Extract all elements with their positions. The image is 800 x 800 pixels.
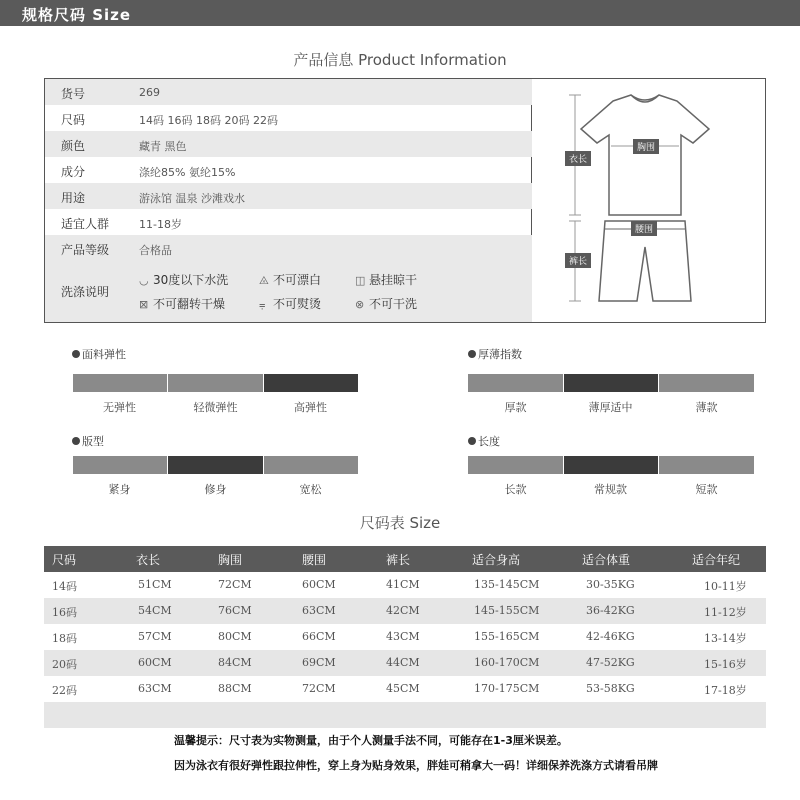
pants-length-tag: 裤长 (565, 253, 591, 268)
bullet-icon (468, 350, 476, 358)
table-cell: 60CM (302, 578, 336, 591)
info-value: 269 (139, 86, 160, 99)
table-cell: 44CM (386, 656, 420, 669)
column-header: 尺码 (52, 553, 77, 567)
table-cell: 42CM (386, 604, 420, 617)
info-value: 14码 16码 18码 20码 22码 (139, 114, 278, 127)
scale-label: 薄款 (695, 401, 718, 414)
column-header: 衣长 (136, 553, 161, 567)
info-key: 产品等级 (61, 243, 110, 257)
scale-label: 常规款 (594, 483, 627, 496)
scale-segment (468, 456, 563, 474)
table-row (44, 676, 766, 702)
panel-title: 版型 (72, 433, 104, 449)
scale-label: 宽松 (299, 483, 322, 496)
wash-key: 洗涤说明 (61, 285, 110, 299)
info-row (45, 183, 532, 209)
bullet-icon (72, 350, 80, 358)
table-cell: 69CM (302, 656, 336, 669)
product-info-box (44, 78, 766, 323)
scale-segment-selected (168, 456, 263, 474)
wash-item: ◫ 悬挂晾干 (355, 273, 418, 287)
info-key: 颜色 (61, 139, 86, 153)
table-cell: 20码 (52, 658, 77, 671)
table-cell: 84CM (218, 656, 252, 669)
table-cell: 18码 (52, 632, 77, 645)
wash-tub-icon: ◡ (139, 274, 149, 287)
column-header: 裤长 (386, 553, 411, 567)
scale-segment-selected (564, 374, 658, 392)
column-header: 适合年纪 (692, 553, 741, 567)
garment-illustration (533, 79, 765, 322)
column-header: 适合身高 (472, 553, 521, 567)
info-key: 用途 (61, 191, 86, 205)
wash-item: ⨻ 不可漂白 (259, 273, 322, 287)
table-cell: 17-18岁 (704, 684, 747, 697)
wash-item: ◡ 30度以下水洗 (139, 273, 229, 287)
column-header: 胸围 (218, 553, 243, 567)
scale-segment (73, 374, 167, 392)
table-cell: 76CM (218, 604, 252, 617)
table-cell: 145-155CM (474, 604, 540, 617)
note-elasticity: 因为泳衣有很好弹性跟拉伸性，穿上身为贴身效果，胖娃可稍拿大一码！详细保养洗涤方式请看吊牌 (174, 759, 658, 772)
garment-diagram (533, 79, 765, 322)
bullet-icon (72, 437, 80, 445)
table-cell: 13-14岁 (704, 632, 747, 645)
table-cell: 45CM (386, 682, 420, 695)
info-value: 藏青 黑色 (139, 140, 187, 153)
scale-label: 轻微弹性 (193, 401, 238, 414)
wash-item: ⩦ 不可熨烫 (259, 297, 322, 311)
product-info-title: 产品信息 Product Information (293, 51, 507, 69)
waist-tag: 腰围 (631, 221, 657, 236)
table-cell: 54CM (138, 604, 172, 617)
no-bleach-icon: ⨻ (259, 274, 269, 287)
table-cell: 60CM (138, 656, 172, 669)
table-row (44, 598, 766, 624)
scale-segment (168, 374, 263, 392)
scale-label: 厚款 (504, 401, 527, 414)
info-row (45, 105, 532, 131)
table-row (44, 572, 766, 598)
table-cell: 135-145CM (474, 578, 540, 591)
scale-segment (468, 374, 563, 392)
info-value: 合格品 (139, 244, 172, 257)
size-table-title: 尺码表 Size (359, 514, 441, 532)
table-cell: 51CM (138, 578, 172, 591)
product-info-table (45, 79, 532, 322)
wash-item: ⊗ 不可干洗 (355, 297, 418, 311)
table-cell: 16码 (52, 606, 77, 619)
info-key: 成分 (61, 165, 86, 179)
info-row (45, 157, 532, 183)
hang-dry-icon: ◫ (355, 274, 366, 287)
column-header: 适合体重 (582, 553, 631, 567)
table-row (44, 624, 766, 650)
scale-segment (73, 456, 167, 474)
table-cell: 170-175CM (474, 682, 540, 695)
table-cell: 72CM (218, 578, 252, 591)
table-cell: 160-170CM (474, 656, 540, 669)
no-iron-icon: ⩦ (259, 298, 266, 311)
table-cell: 42-46KG (586, 630, 635, 643)
table-cell: 63CM (138, 682, 172, 695)
table-cell: 57CM (138, 630, 172, 643)
scale-label: 紧身 (108, 483, 131, 496)
wash-item: ⊠ 不可翻转干燥 (139, 297, 226, 311)
table-cell: 43CM (386, 630, 420, 643)
table-cell: 72CM (302, 682, 336, 695)
info-key: 尺码 (61, 113, 86, 127)
size-table-header (44, 546, 766, 572)
no-dry-clean-icon: ⊗ (355, 298, 365, 311)
scale-segment (659, 456, 754, 474)
scale-label: 修身 (204, 483, 227, 496)
table-cell: 10-11岁 (704, 580, 747, 593)
table-cell: 41CM (386, 578, 420, 591)
scale-segment (264, 456, 358, 474)
page-header: 规格尺码 Size (0, 0, 800, 26)
scale-segment-selected (564, 456, 658, 474)
info-row (45, 131, 532, 157)
scale-segment (659, 374, 754, 392)
table-row-empty (44, 702, 766, 728)
panel-title: 厚薄指数 (468, 346, 522, 362)
table-cell: 53-58KG (586, 682, 635, 695)
no-tumble-dry-icon: ⊠ (139, 298, 149, 311)
info-row (45, 79, 532, 105)
info-row (45, 209, 532, 235)
bullet-icon (468, 437, 476, 445)
table-cell: 47-52KG (586, 656, 635, 669)
table-row (44, 650, 766, 676)
info-key: 货号 (61, 87, 86, 101)
table-cell: 66CM (302, 630, 336, 643)
panel-title: 长度 (468, 433, 500, 449)
column-header: 腰围 (302, 553, 327, 567)
table-cell: 63CM (302, 604, 336, 617)
table-cell: 14码 (52, 580, 77, 593)
scale-label: 无弹性 (103, 401, 136, 414)
table-cell: 36-42KG (586, 604, 635, 617)
info-value: 游泳馆 温泉 沙滩戏水 (139, 192, 245, 205)
scale-label: 短款 (695, 483, 718, 496)
scale-label: 长款 (504, 483, 527, 496)
note-measurement: 温馨提示：尺寸表为实物测量，由于个人测量手法不同，可能存在1-3厘米误差。 (174, 734, 568, 747)
scale-label: 薄厚适中 (588, 401, 633, 414)
scale-segment-selected (264, 374, 358, 392)
panel-title: 面料弹性 (72, 346, 126, 362)
info-value: 11-18岁 (139, 218, 182, 231)
info-value: 涤纶85% 氨纶15% (139, 166, 236, 179)
shirt-length-tag: 衣长 (565, 151, 591, 166)
table-cell: 155-165CM (474, 630, 540, 643)
table-cell: 11-12岁 (704, 606, 747, 619)
info-key: 适宜人群 (61, 217, 110, 231)
table-cell: 30-35KG (586, 578, 635, 591)
table-cell: 15-16岁 (704, 658, 747, 671)
table-cell: 80CM (218, 630, 252, 643)
chest-tag: 胸围 (633, 139, 659, 154)
table-cell: 88CM (218, 682, 252, 695)
scale-label: 高弹性 (294, 401, 327, 414)
wash-instructions-row (45, 261, 532, 322)
table-cell: 22码 (52, 684, 77, 697)
info-row (45, 235, 532, 261)
